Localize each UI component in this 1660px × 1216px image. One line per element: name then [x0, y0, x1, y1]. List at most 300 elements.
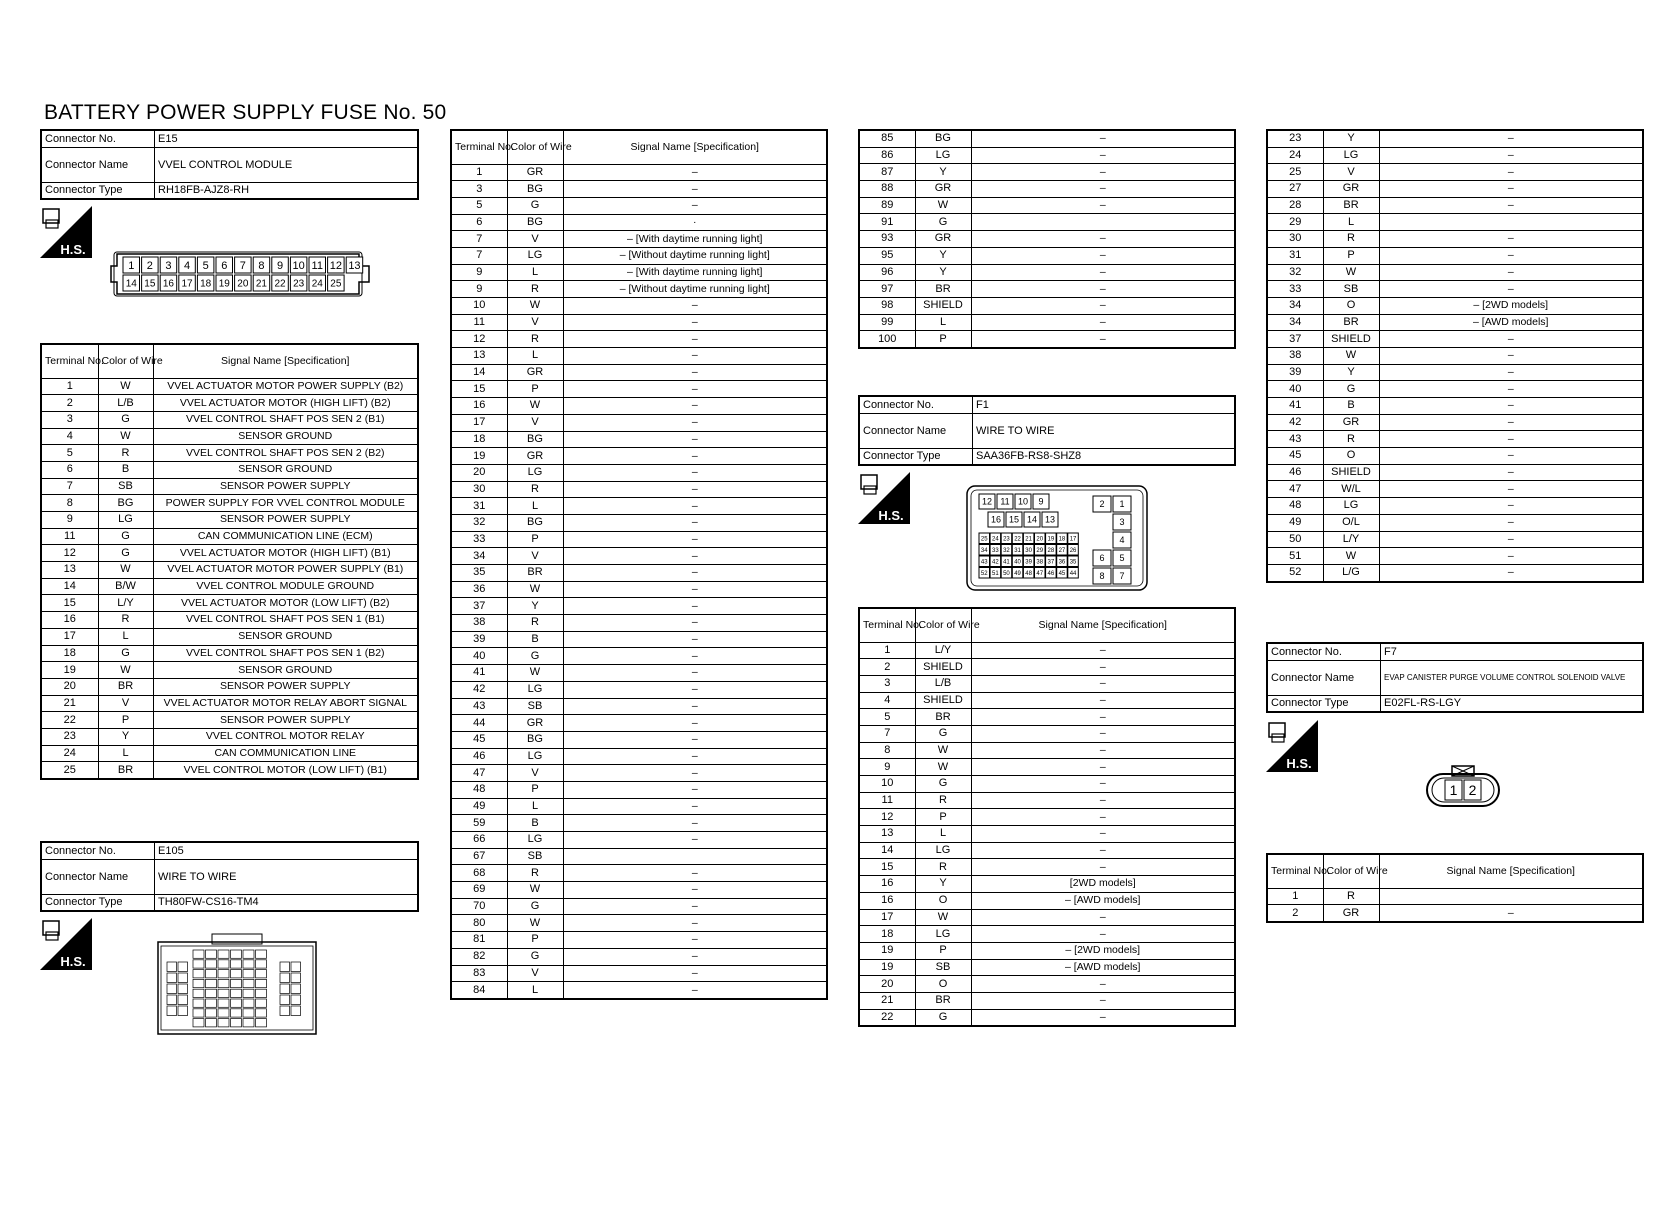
- signal-header: Signal Name [Specification]: [153, 344, 418, 378]
- wire-color-cell: GR: [507, 164, 563, 181]
- table-row: [41, 478, 418, 495]
- terminal-cell: 25: [1267, 164, 1323, 181]
- wire-color-cell: G: [915, 1009, 971, 1026]
- terminal-cell: 50: [1267, 531, 1323, 548]
- signal-cell: –: [563, 832, 827, 849]
- signal-cell: SENSOR GROUND: [153, 428, 418, 445]
- signal-cell: – [Without daytime running light]: [563, 281, 827, 298]
- connector-pin: [1023, 568, 1034, 579]
- table-row: [451, 281, 827, 298]
- signal-cell: –: [971, 130, 1235, 147]
- table-row: [859, 792, 1235, 809]
- connector-pin: [280, 973, 290, 983]
- table-row: [451, 164, 827, 181]
- wire-color-cell: W: [915, 909, 971, 926]
- terminal-cell: 51: [1267, 548, 1323, 565]
- table-row: [1267, 398, 1643, 415]
- table-row: [451, 715, 827, 732]
- svg-text:46: 46: [1047, 570, 1055, 577]
- connector-pin: [1012, 533, 1023, 544]
- signal-cell: –: [563, 565, 827, 582]
- terminal-cell: 15: [451, 381, 507, 398]
- connector-type-label: Connector Type: [859, 448, 973, 465]
- connector-pin: [167, 995, 177, 1005]
- table-row: [859, 331, 1235, 348]
- connector-pin: [990, 533, 1001, 544]
- terminal-cell: 49: [451, 798, 507, 815]
- connector-pin: [218, 950, 229, 958]
- signal-cell: –: [1379, 364, 1643, 381]
- terminal-cell: 14: [41, 578, 98, 595]
- wire-color-cell: LG: [98, 512, 153, 529]
- signal-cell: VVEL ACTUATOR MOTOR POWER SUPPLY (B1): [153, 562, 418, 579]
- wire-color-cell: W/L: [1323, 481, 1379, 498]
- wire-color-cell: BR: [98, 762, 153, 779]
- color-header: Color of Wire: [507, 130, 563, 164]
- signal-cell: –: [563, 982, 827, 999]
- connector-pin: [979, 533, 990, 544]
- terminal-cell: 81: [451, 932, 507, 949]
- table-row: [859, 876, 1235, 893]
- wire-color-cell: O: [1323, 297, 1379, 314]
- terminal-cell: 16: [859, 892, 915, 909]
- connector-pin: [179, 257, 196, 273]
- wire-color-cell: G: [98, 645, 153, 662]
- terminal-cell: 98: [859, 297, 915, 314]
- terminal-cell: 48: [1267, 498, 1323, 515]
- terminal-cell: 8: [41, 495, 98, 512]
- table-row: [859, 314, 1235, 331]
- signal-cell: VVEL ACTUATOR MOTOR (HIGH LIFT) (B2): [153, 395, 418, 412]
- wire-color-cell: BG: [915, 130, 971, 147]
- terminal-cell: 44: [451, 715, 507, 732]
- table-row: [859, 692, 1235, 709]
- wire-color-cell: R: [98, 445, 153, 462]
- terminal-cell: 49: [1267, 514, 1323, 531]
- terminal-cell: 21: [41, 695, 98, 712]
- terminal-cell: 41: [1267, 398, 1323, 415]
- wire-color-cell: Y: [915, 164, 971, 181]
- wire-color-cell: R: [507, 865, 563, 882]
- terminal-cell: 47: [1267, 481, 1323, 498]
- table-row: [451, 765, 827, 782]
- svg-text:10: 10: [292, 259, 305, 272]
- connector-pin: [243, 1009, 254, 1017]
- connector-pin: [1015, 494, 1031, 509]
- wire-color-cell: P: [915, 942, 971, 959]
- signal-cell: –: [971, 675, 1235, 692]
- table-row: [41, 762, 418, 779]
- wire-color-cell: W: [507, 665, 563, 682]
- wire-color-cell: W: [98, 378, 153, 395]
- signal-cell: –: [1379, 448, 1643, 465]
- table-row: [41, 745, 418, 762]
- wire-color-cell: SB: [915, 959, 971, 976]
- table-row: [451, 414, 827, 431]
- terminal-cell: 23: [41, 728, 98, 745]
- signal-cell: –: [971, 297, 1235, 314]
- connector-pin: [206, 989, 217, 997]
- signal-cell: –: [563, 364, 827, 381]
- wire-color-cell: L: [1323, 214, 1379, 231]
- connector-pin: [1113, 568, 1131, 584]
- terminal-cell: 19: [859, 959, 915, 976]
- table-row: [451, 498, 827, 515]
- terminal-cell: 6: [41, 461, 98, 478]
- connector-pin: [1057, 556, 1068, 567]
- terminal-cell: 30: [451, 481, 507, 498]
- connector-pin: [1068, 545, 1079, 556]
- signal-cell: –: [563, 948, 827, 965]
- connector-name-label: Connector Name: [41, 859, 155, 894]
- svg-text:14: 14: [125, 278, 137, 290]
- terminal-cell: 12: [859, 809, 915, 826]
- table-row: [859, 709, 1235, 726]
- connector-pin: [979, 568, 990, 579]
- connector-pin: [1024, 512, 1040, 527]
- connector-pin: [243, 989, 254, 997]
- svg-text:45: 45: [1058, 570, 1066, 577]
- table-row: [859, 976, 1235, 993]
- connector-pin: [1113, 550, 1131, 566]
- wire-color-cell: BG: [507, 181, 563, 198]
- svg-text:31: 31: [1014, 547, 1021, 554]
- connector-info-e15: [40, 129, 419, 200]
- table-row: [1267, 314, 1643, 331]
- wire-color-cell: SB: [1323, 281, 1379, 298]
- signal-cell: –: [563, 598, 827, 615]
- table-row: [1267, 514, 1643, 531]
- table-row: [451, 865, 827, 882]
- terminal-cell: 45: [1267, 448, 1323, 465]
- svg-text:42: 42: [992, 559, 999, 566]
- signal-cell: –: [1379, 398, 1643, 415]
- connector-pin: [178, 962, 188, 972]
- wire-color-cell: G: [507, 648, 563, 665]
- connector-pin: [231, 979, 242, 987]
- signal-cell: –: [971, 909, 1235, 926]
- terminal-cell: 11: [859, 792, 915, 809]
- signal-cell: –: [971, 147, 1235, 164]
- signal-cell: SENSOR GROUND: [153, 628, 418, 645]
- signal-cell: –: [971, 247, 1235, 264]
- wire-color-cell: V: [98, 695, 153, 712]
- wire-color-cell: W: [915, 742, 971, 759]
- terminal-cell: 22: [859, 1009, 915, 1026]
- connector-pin: [988, 512, 1004, 527]
- connector-pin: [256, 1019, 267, 1027]
- table-row: [1267, 464, 1643, 481]
- signal-cell: –: [563, 197, 827, 214]
- connector-pin: [160, 275, 177, 291]
- connector-pin: [231, 1019, 242, 1027]
- connector-pin: [346, 257, 363, 273]
- svg-text:4: 4: [1119, 535, 1125, 546]
- terminal-cell: 39: [451, 631, 507, 648]
- signal-cell: –: [563, 514, 827, 531]
- signal-cell: [563, 848, 827, 865]
- terminal-cell: 42: [451, 681, 507, 698]
- signal-cell: –: [563, 665, 827, 682]
- connector-pin: [167, 962, 177, 972]
- signal-cell: –: [971, 264, 1235, 281]
- table-row: [451, 898, 827, 915]
- connector-pin: [272, 257, 289, 273]
- table-row: [1267, 531, 1643, 548]
- wire-color-cell: L/B: [915, 675, 971, 692]
- terminal-cell: 2: [1267, 905, 1323, 922]
- signal-cell: –: [971, 859, 1235, 876]
- signal-cell: VVEL CONTROL SHAFT POS SEN 1 (B1): [153, 612, 418, 629]
- terminal-cell: 5: [41, 445, 98, 462]
- signal-cell: –: [563, 481, 827, 498]
- connector-pin: [280, 1006, 290, 1016]
- signal-cell: SENSOR GROUND: [153, 461, 418, 478]
- connector-no-label: Connector No.: [1267, 643, 1381, 660]
- connector-pin: [1093, 496, 1111, 512]
- terminal-cell: 14: [859, 842, 915, 859]
- connector-pin: [231, 989, 242, 997]
- table-row: [1267, 564, 1643, 581]
- wire-color-cell: Y: [915, 876, 971, 893]
- terminal-cell: 25: [41, 762, 98, 779]
- connector-type-value: RH18FB-AJZ8-RH: [155, 182, 419, 199]
- terminal-cell: 10: [451, 298, 507, 315]
- signal-cell: –: [1379, 147, 1643, 164]
- signal-cell: –: [563, 531, 827, 548]
- table-row: [859, 826, 1235, 843]
- connector-type-label: Connector Type: [41, 182, 155, 199]
- connector-pin: [291, 995, 301, 1005]
- signal-cell: –: [563, 748, 827, 765]
- connector-pin: [979, 545, 990, 556]
- f7-connector-face: [1425, 762, 1505, 810]
- table-row: [1267, 297, 1643, 314]
- wire-color-cell: L/Y: [1323, 531, 1379, 548]
- table-row: [41, 728, 418, 745]
- svg-text:17: 17: [1069, 536, 1077, 543]
- signal-header: Signal Name [Specification]: [1379, 854, 1643, 888]
- svg-text:9: 9: [276, 259, 284, 272]
- connector-no-label: Connector No.: [41, 842, 155, 859]
- table-row: [859, 742, 1235, 759]
- table-row: [41, 461, 418, 478]
- terminal-cell: 39: [1267, 364, 1323, 381]
- table-row: [41, 378, 418, 395]
- wire-color-cell: W: [507, 298, 563, 315]
- connector-pin: [309, 275, 326, 291]
- signal-cell: CAN COMMUNICATION LINE (ECM): [153, 528, 418, 545]
- terminal-cell: 95: [859, 247, 915, 264]
- terminal-cell: 16: [41, 612, 98, 629]
- connector-pin: [290, 275, 307, 291]
- signal-cell: VVEL ACTUATOR MOTOR RELAY ABORT SIGNAL: [153, 695, 418, 712]
- table-row: [859, 926, 1235, 943]
- table-row: [451, 982, 827, 999]
- table-row: [1267, 905, 1643, 922]
- svg-text:6: 6: [1099, 553, 1105, 564]
- table-row: [41, 528, 418, 545]
- svg-text:8: 8: [258, 259, 265, 272]
- terminal-cell: 66: [451, 832, 507, 849]
- terminal-cell: 89: [859, 197, 915, 214]
- signal-cell: –: [1379, 381, 1643, 398]
- table-row: [859, 776, 1235, 793]
- connector-pin: [193, 999, 204, 1007]
- svg-text:6: 6: [221, 259, 228, 272]
- signal-cell: VVEL CONTROL MOTOR (LOW LIFT) (B1): [153, 762, 418, 779]
- svg-text:30: 30: [1025, 547, 1032, 554]
- table-row: [1267, 130, 1643, 147]
- terminal-cell: 21: [859, 992, 915, 1009]
- wire-color-cell: L: [98, 745, 153, 762]
- signal-cell: –: [563, 798, 827, 815]
- terminal-cell: 4: [41, 428, 98, 445]
- table-row: [41, 395, 418, 412]
- connector-pin: [1046, 568, 1057, 579]
- signal-cell: –: [971, 792, 1235, 809]
- connector-pin: [218, 960, 229, 968]
- terminal-cell: 38: [451, 615, 507, 632]
- svg-text:52: 52: [980, 570, 988, 577]
- signal-cell: –: [1379, 231, 1643, 248]
- terminal-cell: 34: [1267, 297, 1323, 314]
- signal-cell: –: [971, 725, 1235, 742]
- wire-color-cell: L: [507, 982, 563, 999]
- svg-text:34: 34: [980, 547, 988, 554]
- terminal-cell: 1: [859, 642, 915, 659]
- connector-info-f1: [858, 395, 1236, 466]
- signal-cell: –: [563, 615, 827, 632]
- wire-color-cell: BG: [507, 431, 563, 448]
- wire-color-cell: W: [1323, 347, 1379, 364]
- wire-color-cell: LG: [1323, 498, 1379, 515]
- table-row: [451, 932, 827, 949]
- signal-cell: –: [563, 698, 827, 715]
- signal-cell: VVEL ACTUATOR MOTOR (LOW LIFT) (B2): [153, 595, 418, 612]
- signal-cell: –: [971, 181, 1235, 198]
- svg-text:11: 11: [311, 259, 323, 272]
- signal-cell: –: [1379, 264, 1643, 281]
- connector-pin: [193, 1009, 204, 1017]
- wire-color-cell: L: [98, 628, 153, 645]
- wire-color-cell: R: [507, 615, 563, 632]
- table-row: [451, 848, 827, 865]
- connector-pin: [990, 556, 1001, 567]
- table-row: [1267, 147, 1643, 164]
- signal-cell: –: [1379, 498, 1643, 515]
- terminal-table-f1-continued: [1266, 129, 1644, 583]
- table-row: [1267, 264, 1643, 281]
- table-row: [859, 247, 1235, 264]
- svg-text:H.S.: H.S.: [1286, 756, 1312, 771]
- connector-pin: [256, 999, 267, 1007]
- svg-text:19: 19: [218, 278, 230, 290]
- table-row: [1267, 448, 1643, 465]
- table-row: [41, 662, 418, 679]
- signal-cell: –: [563, 581, 827, 598]
- connector-pin: [280, 995, 290, 1005]
- connector-type-label: Connector Type: [41, 894, 155, 911]
- table-row: [1267, 381, 1643, 398]
- terminal-cell: 84: [451, 982, 507, 999]
- connector-pin: [1001, 568, 1012, 579]
- signal-cell: – [With daytime running light]: [563, 264, 827, 281]
- wire-color-cell: P: [507, 381, 563, 398]
- connector-pin: [256, 979, 267, 987]
- terminal-cell: 32: [1267, 264, 1323, 281]
- connector-pin: [193, 950, 204, 958]
- svg-text:44: 44: [1069, 570, 1077, 577]
- signal-cell: SENSOR POWER SUPPLY: [153, 712, 418, 729]
- svg-text:16: 16: [162, 278, 175, 290]
- svg-text:1: 1: [1119, 499, 1125, 510]
- connector-pin: [123, 257, 140, 273]
- wire-color-cell: LG: [507, 247, 563, 264]
- table-row: [859, 281, 1235, 298]
- svg-text:25: 25: [980, 536, 988, 543]
- connector-name-label: Connector Name: [1267, 660, 1381, 695]
- terminal-cell: 19: [41, 662, 98, 679]
- connector-pin: [243, 999, 254, 1007]
- connector-pin: [328, 275, 345, 291]
- table-row: [1267, 281, 1643, 298]
- table-row: [1267, 231, 1643, 248]
- signal-cell: –: [1379, 905, 1643, 922]
- terminal-cell: 33: [1267, 281, 1323, 298]
- terminal-cell: 47: [451, 765, 507, 782]
- table-row: [451, 748, 827, 765]
- connector-no-value: F7: [1381, 643, 1644, 660]
- svg-text:12: 12: [981, 496, 993, 507]
- wire-color-cell: V: [507, 231, 563, 248]
- table-row: [451, 264, 827, 281]
- svg-text:12: 12: [329, 259, 342, 272]
- svg-text:48: 48: [1025, 570, 1032, 577]
- connector-pin: [218, 999, 229, 1007]
- connector-pin: [243, 979, 254, 987]
- svg-text:18: 18: [1058, 536, 1066, 543]
- signal-cell: –: [1379, 564, 1643, 581]
- wire-color-cell: LG: [507, 681, 563, 698]
- svg-text:35: 35: [1069, 559, 1077, 566]
- signal-cell: –: [563, 431, 827, 448]
- terminal-cell: 24: [41, 745, 98, 762]
- terminal-cell: 7: [451, 231, 507, 248]
- wire-color-cell: Y: [915, 247, 971, 264]
- table-row: [451, 915, 827, 932]
- wire-color-cell: P: [1323, 247, 1379, 264]
- terminal-cell: 18: [859, 926, 915, 943]
- wire-color-cell: BG: [507, 514, 563, 531]
- table-row: [451, 948, 827, 965]
- terminal-cell: 20: [41, 678, 98, 695]
- terminal-cell: 29: [1267, 214, 1323, 231]
- connector-type-label: Connector Type: [1267, 695, 1381, 712]
- terminal-cell: 40: [1267, 381, 1323, 398]
- wire-color-cell: L/G: [1323, 564, 1379, 581]
- signal-cell: –: [971, 826, 1235, 843]
- signal-cell: –: [563, 298, 827, 315]
- table-row: [451, 882, 827, 899]
- signal-cell: –: [563, 498, 827, 515]
- signal-cell: –: [971, 709, 1235, 726]
- signal-cell: –: [1379, 164, 1643, 181]
- svg-text:10: 10: [1017, 496, 1029, 507]
- svg-text:H.S.: H.S.: [60, 242, 86, 257]
- svg-text:17: 17: [181, 278, 193, 290]
- connector-pin: [206, 979, 217, 987]
